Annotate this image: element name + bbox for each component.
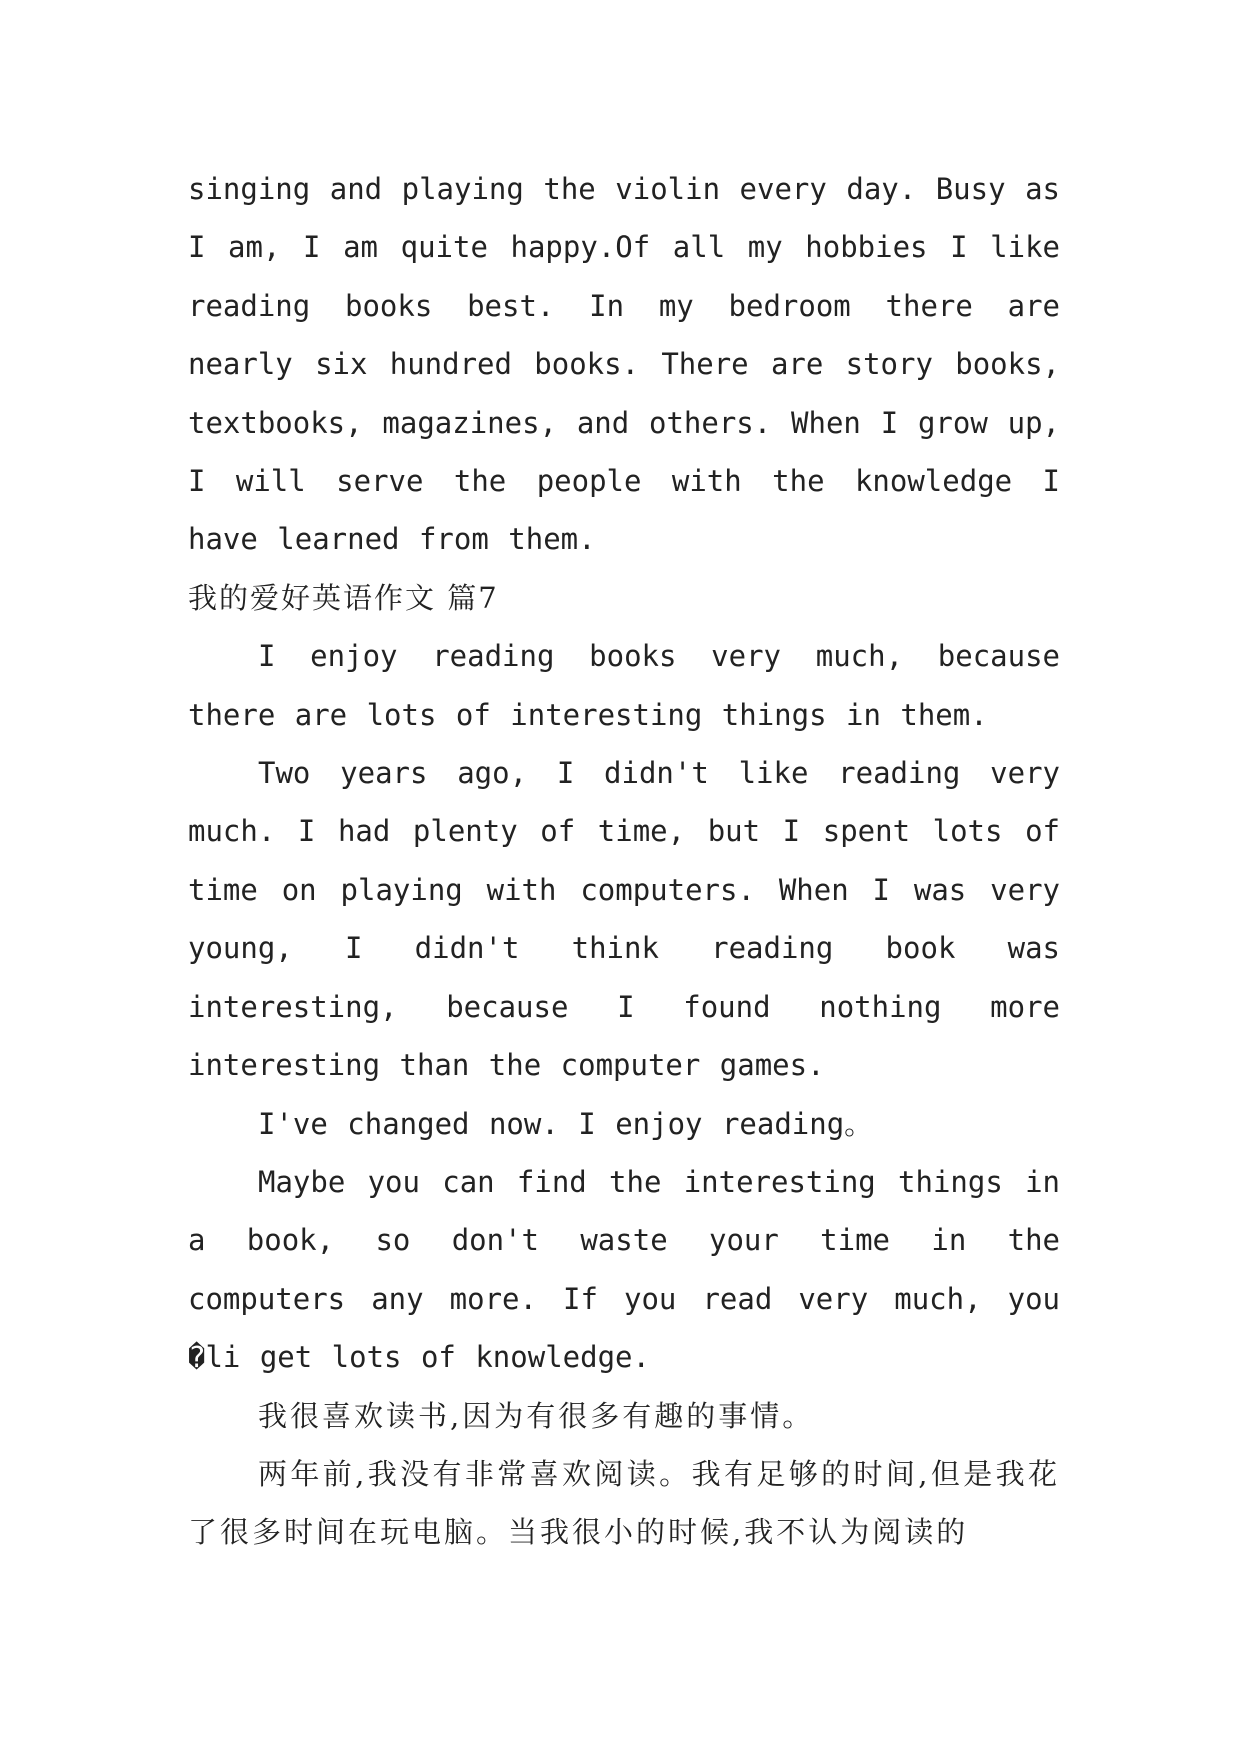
paragraph-maybe: Maybe you can find the interesting things in a book, so don't waste your time in the computers any more. If you read very much, you �li get lots of knowledge. <box>188 1164 1060 1375</box>
section-heading: 我的爱好英语作文 篇7 <box>188 580 499 615</box>
paragraph-chinese-1: 我很喜欢读书,因为有很多有趣的事情。 <box>258 1398 815 1433</box>
paragraph-chinese-2: 两年前,我没有非常喜欢阅读。我有足够的时间,但是我花了很多时间在玩电脑。当我很小的时候,我不认为阅读的 <box>188 1456 1060 1550</box>
paragraph-two-years-ago: Two years ago, I didn't like reading very much. I had plenty of time, but I spent lots of time on playing with computers. When I was very young, I didn't think reading book was interesting, because I found nothing more interesting than the computer games. <box>188 756 1060 1083</box>
paragraph-changed-now: I've changed now. I enjoy reading。 <box>258 1106 874 1141</box>
paragraph-hobbies-continued: singing and playing the violin every day. Busy as I am, I am quite happy.Of all my hobbies I like reading books best. In my bedroom there are nearly six hundred books. There are story books, textbooks, magazines, and others. When I grow up, I will serve the people with the knowledge I have learned from them. <box>188 172 1060 557</box>
document-body <box>188 160 1060 1562</box>
paragraph-enjoy-reading: I enjoy reading books very much, because there are lots of interesting things in them. <box>188 639 1060 732</box>
